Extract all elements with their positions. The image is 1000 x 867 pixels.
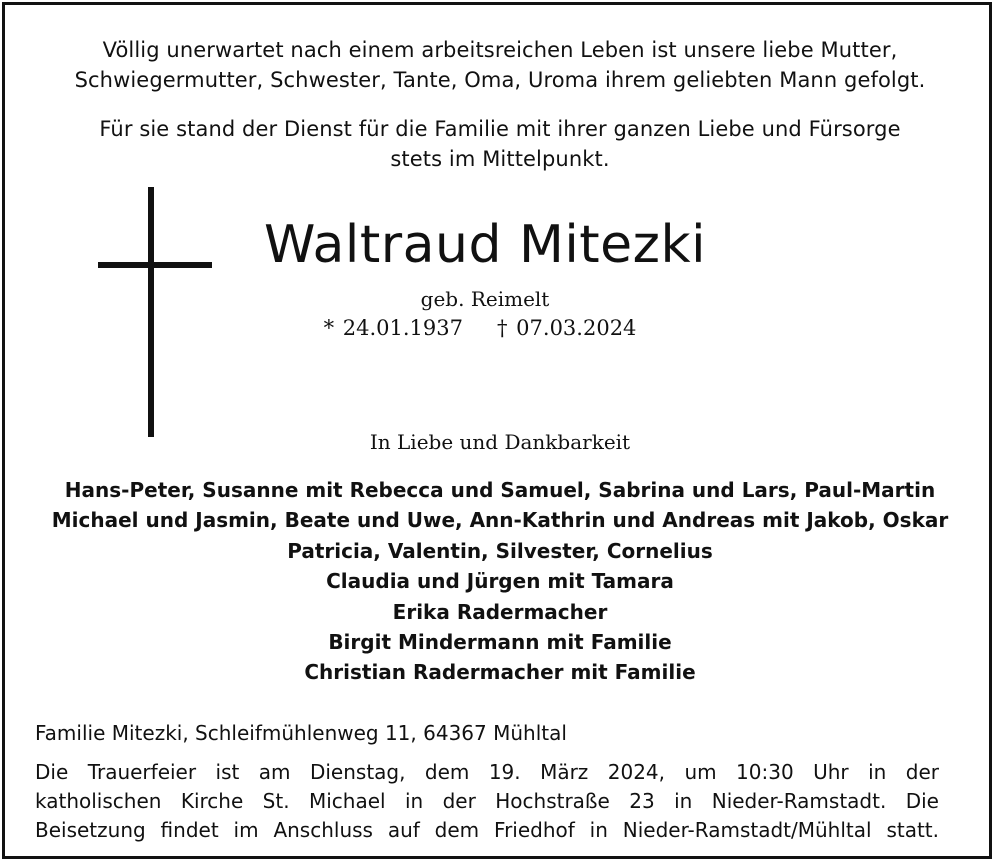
family-line: Christian Radermacher mit Familie bbox=[304, 660, 696, 685]
intro-paragraph-2 bbox=[0, 114, 1000, 174]
family-line: Erika Radermacher bbox=[392, 599, 608, 624]
family-line: Patricia, Valentin, Silvester, Cornelius bbox=[287, 538, 713, 563]
service-line: Die Trauerfeier ist am Dienstag, dem 19. März 2024, um 10:30 Uhr in der bbox=[35, 760, 939, 784]
life-dates bbox=[220, 313, 740, 343]
intro-line: Für sie stand der Dienst für die Familie mit ihrer ganzen Liebe und Fürsorge bbox=[99, 117, 901, 141]
birth-date: * 24.01.1937 bbox=[323, 316, 463, 340]
intro-line: stets im Mittelpunkt. bbox=[390, 147, 610, 171]
intro-paragraph-1 bbox=[0, 35, 1000, 95]
deceased-name: Waltraud Mitezki bbox=[263, 215, 707, 275]
cross-icon-vertical bbox=[148, 187, 154, 437]
service-line: Beisetzung findet im Anschluss auf dem Friedhof in Nieder-Ramstadt/Mühltal statt. bbox=[35, 818, 939, 842]
service-line: katholischen Kirche St. Michael in der Hochstraße 23 in Nieder-Ramstadt. Die bbox=[35, 789, 939, 813]
family-line: Hans-Peter, Susanne mit Rebecca und Samuel, Sabrina und Lars, Paul-Martin bbox=[64, 478, 936, 502]
family-line: Birgit Mindermann mit Familie bbox=[328, 630, 672, 655]
family-list bbox=[0, 475, 1000, 688]
death-date: † 07.03.2024 bbox=[497, 316, 637, 340]
maiden-name: geb. Reimelt bbox=[420, 287, 550, 311]
family-line: Michael und Jasmin, Beate und Uwe, Ann-Kathrin und Andreas mit Jakob, Oskar bbox=[51, 508, 949, 533]
closing-phrase: In Liebe und Dankbarkeit bbox=[369, 430, 631, 454]
intro-line: Schwiegermutter, Schwester, Tante, Oma, Uroma ihrem geliebten Mann gefolgt. bbox=[74, 68, 926, 92]
service-info bbox=[35, 758, 939, 845]
family-address: Familie Mitezki, Schleifmühlenweg 11, 64367 Mühltal bbox=[35, 721, 567, 745]
intro-line: Völlig unerwartet nach einem arbeitsreichen Leben ist unsere liebe Mutter, bbox=[102, 38, 898, 62]
cross-icon-horizontal bbox=[98, 262, 212, 268]
family-line: Claudia und Jürgen mit Tamara bbox=[326, 569, 674, 594]
